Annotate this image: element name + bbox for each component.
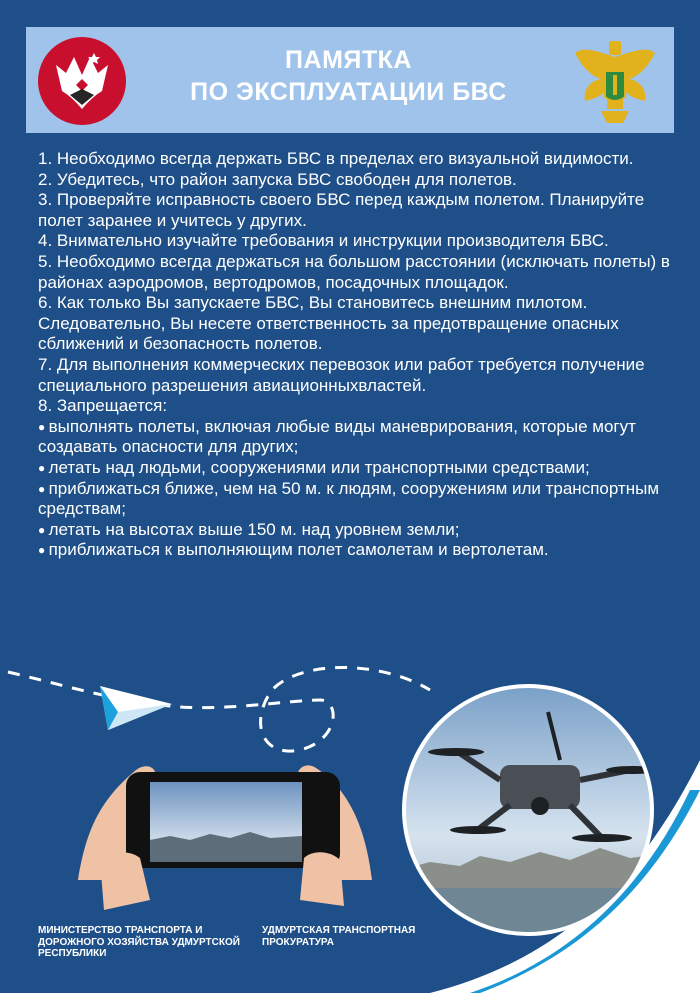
page-title: [156, 44, 541, 108]
rule-item: 4. Внимательно изучайте требования и инструкции производителя БВС.: [38, 231, 609, 251]
quadcopter-drone-photo: [400, 684, 660, 938]
rule-item: 2. Убедитесь, что район запуска БВС свободен для полетов.: [38, 169, 517, 189]
rule-item: 7. Для выполнения коммерческих перевозок или работ требуется получение специального разрешения авиационныхвластей.: [38, 354, 645, 395]
prohibition-item: ● летать на высотах выше 150 м. над уровнем земли;: [38, 520, 670, 541]
header-banner: [26, 27, 674, 133]
rules-text: [38, 149, 670, 561]
rule-item: 3. Проверяйте исправность своего БВС перед каждым полетом. Планируйте полет заранее и учитесь у других.: [38, 190, 645, 230]
footer-prosecutor: УДМУРТСКАЯ ТРАНСПОРТНАЯ ПРОКУРАТУРА: [262, 925, 416, 948]
smartphone-in-hands-image: [78, 765, 372, 910]
rule-item: 5. Необходимо всегда держаться на большом расстоянии (исключать полеты) в районах аэродромов, вертодромов, посадочных площадок.: [38, 251, 670, 292]
prohibition-item: ● летать над людьми, сооружениями или транспортными средствами;: [38, 458, 670, 479]
paper-plane-icon: [100, 686, 172, 730]
prosecutor-emblem-icon: [571, 35, 659, 127]
rule-item: 8. Запрещается:: [38, 396, 168, 416]
udmurtia-coat-of-arms-icon: [36, 35, 128, 127]
title-line-2: ПО ЭКСПЛУАТАЦИИ БВС: [190, 78, 507, 106]
flight-path: [8, 668, 430, 752]
footer-ministry: МИНИСТЕРСТВО ТРАНСПОРТА И ДОРОЖНОГО ХОЗЯЙСТВА УДМУРТСКОЙ РЕСПУБЛИКИ: [38, 925, 240, 959]
prohibition-item: ● приближаться ближе, чем на 50 м. к людям, сооружениям или транспортным средствам;: [38, 479, 670, 520]
title-line-1: ПАМЯТКА: [285, 46, 412, 74]
rule-item: 1. Необходимо всегда держать БВС в пределах его визуальной видимости.: [38, 149, 634, 168]
prohibition-item: ● выполнять полеты, включая любые виды маневрирования, которые могут создавать опасности для других;: [38, 417, 670, 458]
prohibition-item: ● приближаться к выполняющим полет самолетам и вертолетам.: [38, 540, 670, 561]
rule-item: 6. Как только Вы запускаете БВС, Вы становитесь внешним пилотом. Следовательно, Вы несете ответственность за предотвращение опасных сближений и безопасность полетов.: [38, 293, 619, 354]
